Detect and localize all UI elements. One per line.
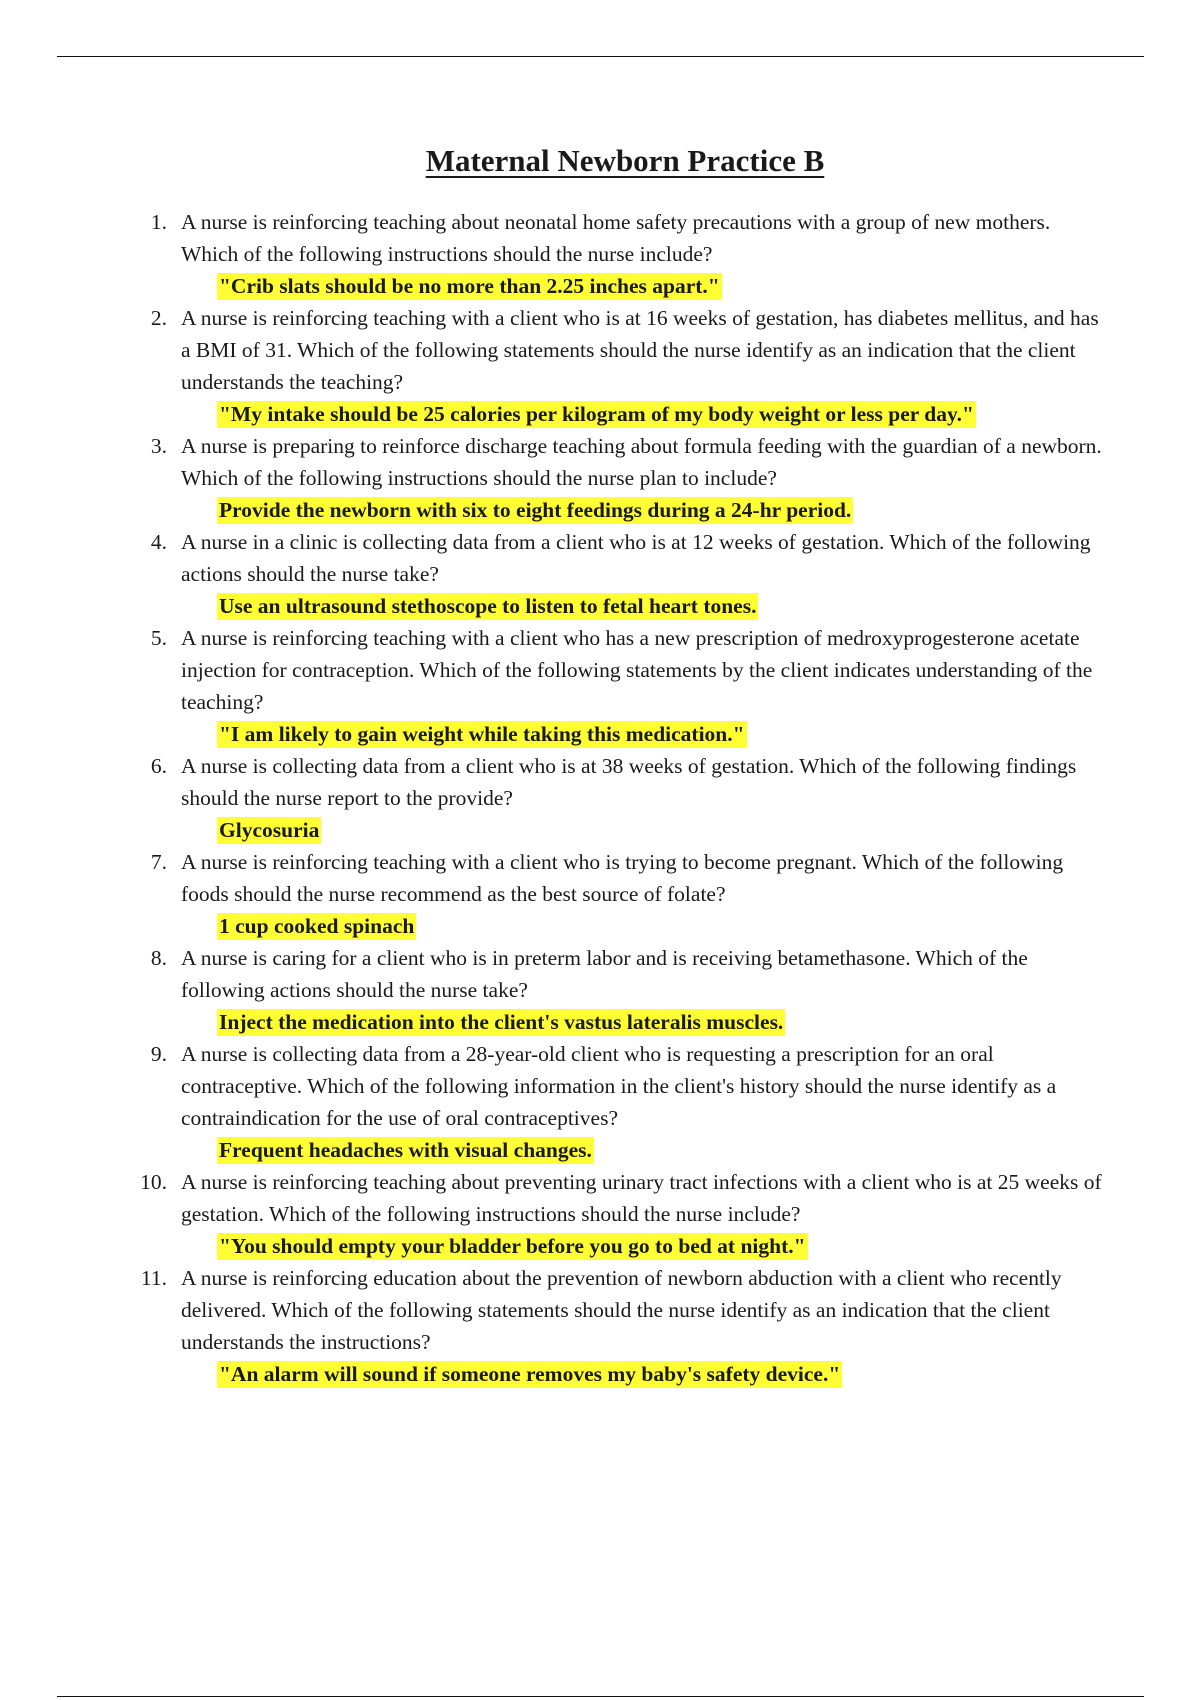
answer-highlight: Frequent headaches with visual changes.: [219, 1138, 592, 1162]
question-item: [137, 1166, 1112, 1262]
question-number: 4.: [150, 530, 167, 554]
question-text: A nurse is reinforcing teaching with a client who has a new prescription of medroxyprogesterone acetate injection for contraception. Which of the following statements by the client indicates understanding of the teaching?: [181, 626, 1093, 714]
answer-highlight: "My intake should be 25 calories per kilogram of my body weight or less per day.": [219, 402, 974, 426]
answer-highlight: "An alarm will sound if someone removes my baby's safety device.": [219, 1362, 841, 1386]
answer-highlight: Inject the medication into the client's vastus lateralis muscles.: [219, 1010, 784, 1034]
answer-line: [181, 718, 1112, 750]
answer-line: [181, 1006, 1112, 1038]
answer-highlight: "Crib slats should be no more than 2.25 inches apart.": [219, 274, 720, 298]
answer-line: [181, 494, 1112, 526]
answer-highlight: "I am likely to gain weight while taking this medication.": [219, 722, 745, 746]
answer-line: [181, 1230, 1112, 1262]
question-text: A nurse is reinforcing teaching with a client who is at 16 weeks of gestation, has diabetes mellitus, and has a BMI of 31. Which of the following statements should the nurse identify as an indication that the client understands the teaching?: [181, 306, 1099, 394]
question-text: A nurse is collecting data from a 28-year-old client who is requesting a prescription for an oral contraceptive. Which of the following information in the client's history should the nurse identify as a contraindication for the use of oral contraceptives?: [181, 1042, 1057, 1130]
question-text: A nurse is reinforcing teaching about neonatal home safety precautions with a group of new mothers. Which of the following instructions should the nurse include?: [181, 210, 1051, 266]
question-item: [137, 526, 1112, 622]
question-text: A nurse is reinforcing education about the prevention of newborn abduction with a client who recently delivered. Which of the following statements should the nurse identify as an indication that the client understands the instructions?: [181, 1266, 1062, 1354]
answer-highlight: 1 cup cooked spinach: [219, 914, 415, 938]
question-item: [137, 942, 1112, 1038]
question-number: 8.: [150, 946, 167, 970]
answer-line: [181, 270, 1112, 302]
answer-line: [181, 398, 1112, 430]
question-item: [137, 846, 1112, 942]
question-item: [137, 302, 1112, 430]
question-number: 10.: [140, 1170, 167, 1194]
footer-rule: [57, 1696, 1144, 1697]
answer-line: [181, 590, 1112, 622]
question-text: A nurse is reinforcing teaching about preventing urinary tract infections with a client who is at 25 weeks of gestation. Which of the following instructions should the nurse include?: [181, 1170, 1102, 1226]
question-number: 5.: [150, 626, 167, 650]
question-number: 7.: [150, 850, 167, 874]
answer-highlight: Use an ultrasound stethoscope to listen to fetal heart tones.: [219, 594, 757, 618]
question-text: A nurse is reinforcing teaching with a client who is trying to become pregnant. Which of the following foods should the nurse recommend as the best source of folate?: [181, 850, 1064, 906]
question-number: 11.: [140, 1266, 167, 1290]
question-number: 9.: [150, 1042, 167, 1066]
question-number: 1.: [150, 210, 167, 234]
question-number: 6.: [150, 754, 167, 778]
question-number: 2.: [150, 306, 167, 330]
question-text: A nurse is collecting data from a client who is at 38 weeks of gestation. Which of the following findings should the nurse report to the provide?: [181, 754, 1077, 810]
question-item: [137, 622, 1112, 750]
header-rule: [57, 56, 1144, 57]
question-item: [137, 206, 1112, 302]
question-text: A nurse in a clinic is collecting data from a client who is at 12 weeks of gestation. Which of the following actions should the nurse take?: [181, 530, 1091, 586]
answer-line: [181, 1134, 1112, 1166]
page-title: Maternal Newborn Practice B: [425, 143, 825, 178]
answer-line: [181, 1358, 1112, 1390]
answer-highlight: Glycosuria: [219, 818, 320, 842]
answer-line: [181, 910, 1112, 942]
answer-highlight: Provide the newborn with six to eight feedings during a 24-hr period.: [219, 498, 852, 522]
question-item: [137, 430, 1112, 526]
question-item: [137, 750, 1112, 846]
question-text: A nurse is caring for a client who is in preterm labor and is receiving betamethasone. Which of the following actions should the nurse take?: [181, 946, 1028, 1002]
question-text: A nurse is preparing to reinforce discharge teaching about formula feeding with the guardian of a newborn. Which of the following instructions should the nurse plan to include?: [181, 434, 1102, 490]
question-item: [137, 1038, 1112, 1166]
question-list: [137, 206, 1112, 1390]
answer-highlight: "You should empty your bladder before you go to bed at night.": [219, 1234, 806, 1258]
answer-line: [181, 814, 1112, 846]
question-item: [137, 1262, 1112, 1390]
question-number: 3.: [150, 434, 167, 458]
